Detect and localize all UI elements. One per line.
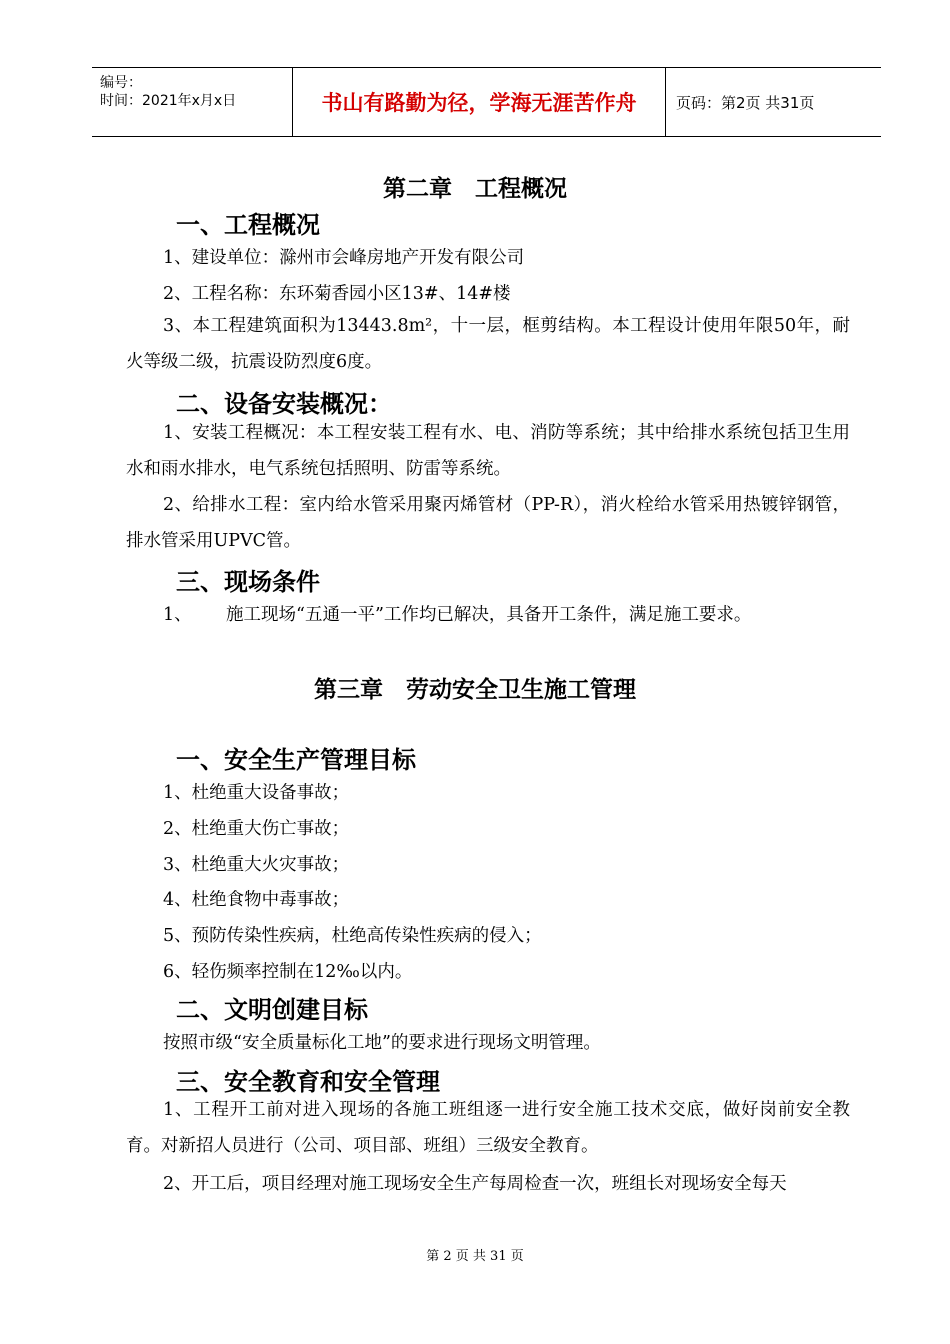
paragraph: 2、给排水工程：室内给水管采用聚丙烯管材（PP-R），消火栓给水管采用热镀锌钢管，排水管采用UPVC管。	[126, 495, 850, 551]
page-header	[92, 67, 881, 137]
header-motto: 书山有路勤为径，学海无涯苦作舟	[293, 68, 666, 136]
list-item-number: 1、	[163, 605, 192, 625]
paragraph: 按照市级“安全质量标化工地”的要求进行现场文明管理。	[163, 1033, 601, 1053]
section-title: 一、工程概况	[176, 211, 320, 239]
chapter-2-title: 第二章 工程概况	[383, 176, 567, 202]
paragraph: 施工现场“五通一平”工作均已解决，具备开工条件，满足施工要求。	[226, 605, 752, 625]
paragraph: 1、安装工程概况：本工程安装工程有水、电、消防等系统；其中给排水系统包括卫生用水和雨水排水，电气系统包括照明、防雷等系统。	[126, 423, 850, 479]
paragraph: 1、工程开工前对进入现场的各施工班组逐一进行安全施工技术交底，做好岗前安全教育。对新招人员进行（公司、项目部、班组）三级安全教育。	[126, 1100, 850, 1156]
document-number-label: 编号：	[100, 75, 142, 91]
list-item: 1、杜绝重大设备事故；	[163, 783, 350, 803]
section-title: 三、安全教育和安全管理	[176, 1068, 440, 1096]
page-footer: 第 2 页 共 31 页	[426, 1249, 524, 1264]
header-meta	[92, 68, 293, 136]
header-page-info: 页码：第2页 共31页	[676, 93, 815, 112]
document-time-label: 时间：2021年x月x日	[100, 93, 237, 109]
paragraph: 1、建设单位：滁州市会峰房地产开发有限公司	[163, 248, 525, 268]
chapter-3-title: 第三章 劳动安全卫生施工管理	[314, 677, 636, 703]
paragraph: 2、开工后，项目经理对施工现场安全生产每周检查一次，班组长对现场安全每天	[163, 1174, 787, 1194]
section-title: 二、文明创建目标	[176, 996, 368, 1024]
list-item: 4、杜绝食物中毒事故；	[163, 890, 350, 910]
list-item: 6、轻伤频率控制在12‰以内。	[163, 962, 413, 982]
list-item: 5、预防传染性疾病，杜绝高传染性疾病的侵入；	[163, 926, 542, 946]
section-title: 三、现场条件	[176, 568, 320, 596]
paragraph: 2、工程名称：东环菊香园小区13#、14#楼	[163, 284, 511, 304]
section-title: 一、安全生产管理目标	[176, 746, 416, 774]
paragraph: 3、本工程建筑面积为13443.8m²，十一层，框剪结构。本工程设计使用年限50年，耐火等级二级，抗震设防烈度6度。	[126, 316, 850, 372]
section-title: 二、设备安装概况：	[176, 390, 392, 418]
list-item: 3、杜绝重大火灾事故；	[163, 855, 350, 875]
list-item: 2、杜绝重大伤亡事故；	[163, 819, 350, 839]
